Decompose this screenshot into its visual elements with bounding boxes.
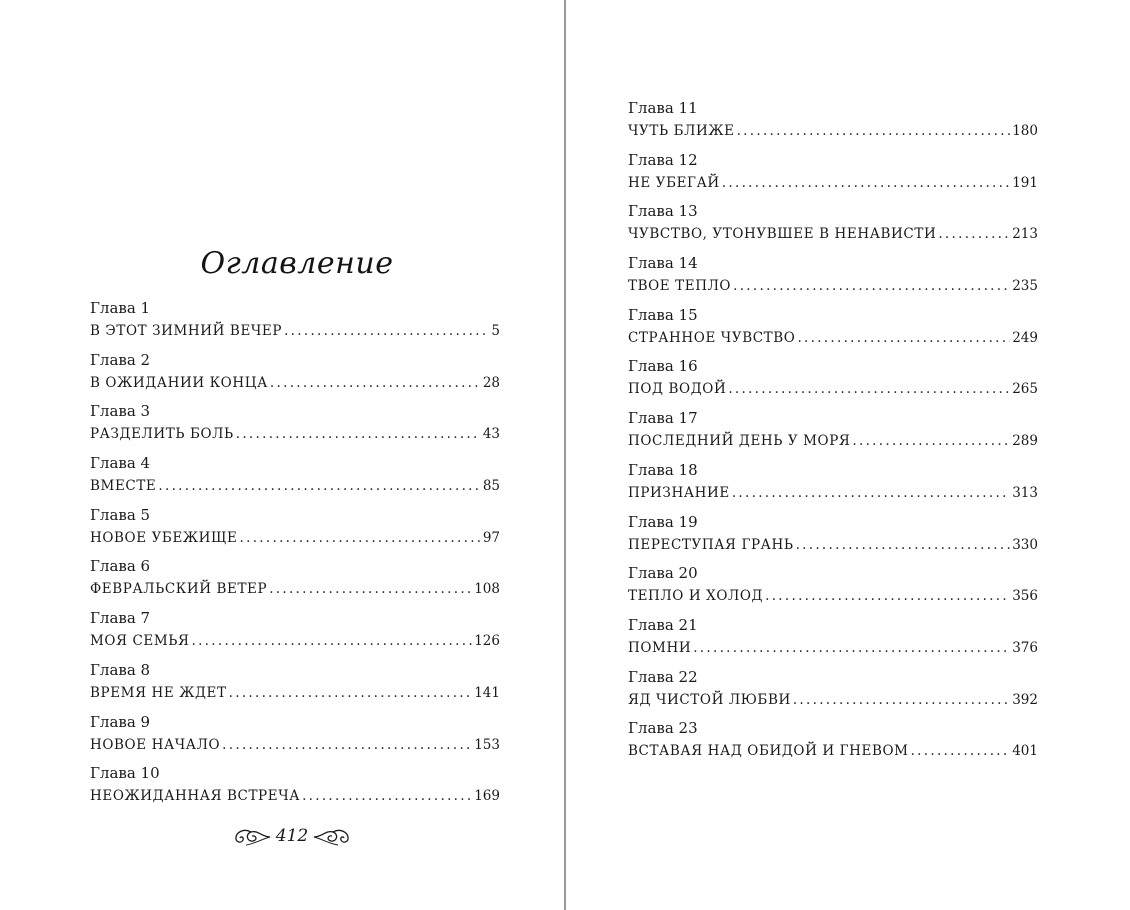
- chapter-title: ВРЕМЯ НЕ ЖДЕТ: [90, 684, 227, 701]
- dot-leader: [732, 481, 1010, 505]
- chapter-page-number: 235: [1012, 278, 1038, 295]
- chapter-title: В ОЖИДАНИИ КОНЦА: [90, 374, 268, 391]
- chapter-page-number: 289: [1012, 433, 1038, 450]
- dot-leader: [240, 526, 481, 550]
- chapter-label: Глава 22: [628, 667, 698, 686]
- chapter-label: Глава 14: [628, 254, 698, 273]
- chapter-title: МОЯ СЕМЬЯ: [90, 633, 190, 650]
- chapter-title: ВСТАВАЯ НАД ОБИДОЙ И ГНЕВОМ: [628, 743, 909, 760]
- folio: [232, 820, 352, 854]
- flourish-left-icon: [232, 826, 272, 848]
- toc-title: Оглавление: [200, 246, 394, 281]
- entry-line: [90, 474, 500, 498]
- chapter-label: Глава 12: [628, 150, 698, 169]
- chapter-label: Глава 4: [90, 454, 151, 473]
- chapter-title: ПОД ВОДОЙ: [628, 381, 727, 398]
- dot-leader: [796, 533, 1011, 557]
- chapter-page-number: 153: [474, 736, 500, 753]
- chapter-title: ЯД ЧИСТОЙ ЛЮБВИ: [628, 691, 791, 708]
- chapter-title: СТРАННОЕ ЧУВСТВО: [628, 329, 796, 346]
- chapter-page-number: 43: [482, 426, 500, 443]
- entry-line: [90, 526, 500, 550]
- chapter-label: Глава 17: [628, 409, 698, 428]
- toc-entry: [90, 452, 500, 504]
- toc-entry: [628, 97, 1038, 149]
- chapter-page-number: 180: [1012, 123, 1038, 139]
- toc-entry: [90, 607, 500, 659]
- chapter-title: ТВОЕ ТЕПЛО: [628, 278, 732, 295]
- chapter-label: Глава 2: [90, 350, 151, 369]
- dot-leader: [938, 222, 1010, 246]
- toc-entry: [628, 511, 1038, 563]
- entry-line: [628, 739, 1038, 763]
- dot-leader: [236, 422, 481, 446]
- toc-entry: [628, 717, 1038, 769]
- toc-entry: [90, 711, 500, 763]
- chapter-label: Глава 6: [90, 557, 151, 576]
- chapter-label: Глава 8: [90, 660, 151, 679]
- dot-leader: [911, 739, 1011, 763]
- dot-leader: [722, 171, 1010, 195]
- chapter-label: Глава 5: [90, 505, 151, 524]
- chapter-page-number: 313: [1012, 484, 1038, 501]
- dot-leader: [270, 371, 481, 395]
- chapter-page-number: 330: [1012, 536, 1038, 553]
- chapter-label: Глава 18: [628, 460, 698, 479]
- chapter-label: Глава 23: [628, 719, 698, 738]
- toc-entry: [628, 666, 1038, 718]
- chapter-title: ЧУТЬ БЛИЖЕ: [628, 123, 735, 139]
- dot-leader: [793, 688, 1010, 712]
- chapter-title: ЧУВСТВО, УТОНУВШЕЕ В НЕНАВИСТИ: [628, 226, 937, 243]
- dot-leader: [728, 377, 1010, 401]
- dot-leader: [797, 326, 1010, 350]
- chapter-label: Глава 11: [628, 99, 698, 117]
- chapter-title: ПРИЗНАНИЕ: [628, 484, 730, 501]
- entry-line: [90, 319, 500, 343]
- entry-line: [628, 481, 1038, 505]
- dot-leader: [852, 429, 1010, 453]
- chapter-page-number: 265: [1012, 381, 1038, 398]
- entry-line: [628, 171, 1038, 195]
- chapter-page-number: 213: [1012, 226, 1038, 243]
- chapter-page-number: 108: [474, 581, 500, 598]
- dot-leader: [158, 474, 480, 498]
- dot-leader: [192, 629, 473, 653]
- chapter-title: ФЕВРАЛЬСКИЙ ВЕТЕР: [90, 581, 268, 598]
- dot-leader: [737, 119, 1011, 143]
- chapter-title: ПОСЛЕДНИЙ ДЕНЬ У МОРЯ: [628, 433, 851, 450]
- chapter-title: ВМЕСТЕ: [90, 478, 157, 495]
- dot-leader: [269, 577, 472, 601]
- right-page: [566, 0, 1130, 910]
- chapter-page-number: 5: [491, 323, 500, 339]
- entry-line: [90, 577, 500, 601]
- dot-leader: [284, 319, 489, 343]
- chapter-page-number: 376: [1012, 639, 1038, 656]
- chapter-label: Глава 15: [628, 305, 698, 324]
- chapter-title: НОВОЕ УБЕЖИЩЕ: [90, 529, 238, 546]
- entry-line: [628, 274, 1038, 298]
- chapter-page-number: 249: [1012, 329, 1038, 346]
- toc-entry: [90, 555, 500, 607]
- entry-line: [90, 422, 500, 446]
- chapter-title: В ЭТОТ ЗИМНИЙ ВЕЧЕР: [90, 323, 283, 339]
- toc-entry: [90, 297, 500, 349]
- toc-entry: [628, 614, 1038, 666]
- chapter-title: НЕОЖИДАННАЯ ВСТРЕЧА: [90, 788, 301, 805]
- chapter-title: НЕ УБЕГАЙ: [628, 174, 720, 191]
- entry-line: [90, 784, 500, 808]
- chapter-title: НОВОЕ НАЧАЛО: [90, 736, 221, 753]
- dot-leader: [765, 584, 1010, 608]
- entry-line: [90, 681, 500, 705]
- dot-leader: [222, 733, 472, 757]
- dot-leader: [733, 274, 1010, 298]
- chapter-page-number: 28: [482, 374, 500, 391]
- chapter-label: Глава 10: [90, 764, 160, 783]
- chapter-page-number: 85: [482, 478, 500, 495]
- chapter-label: Глава 1: [90, 299, 151, 317]
- flourish-right-icon: [312, 826, 352, 848]
- entry-line: [628, 222, 1038, 246]
- dot-leader: [693, 636, 1010, 660]
- chapter-page-number: 191: [1012, 174, 1038, 191]
- toc-entry: [628, 407, 1038, 459]
- chapter-page-number: 126: [474, 633, 500, 650]
- chapter-page-number: 392: [1012, 691, 1038, 708]
- dot-leader: [302, 784, 472, 808]
- toc-entry: [90, 504, 500, 556]
- toc-entry: [90, 400, 500, 452]
- chapter-label: Глава 16: [628, 357, 698, 376]
- chapter-label: Глава 21: [628, 615, 698, 634]
- toc-entry: [628, 252, 1038, 304]
- entry-line: [628, 533, 1038, 557]
- entry-line: [628, 688, 1038, 712]
- chapter-title: ТЕПЛО И ХОЛОД: [628, 588, 764, 605]
- chapter-page-number: 97: [482, 529, 500, 546]
- chapter-title: ПЕРЕСТУПАЯ ГРАНЬ: [628, 536, 794, 553]
- toc-list-right: [628, 97, 1038, 769]
- toc-entry: [90, 659, 500, 711]
- chapter-label: Глава 13: [628, 202, 698, 221]
- entry-line: [628, 377, 1038, 401]
- left-page: [0, 0, 564, 910]
- toc-entry: [628, 355, 1038, 407]
- toc-entry: [90, 762, 500, 814]
- chapter-page-number: 356: [1012, 588, 1038, 605]
- toc-entry: [628, 459, 1038, 511]
- chapter-page-number: 401: [1012, 743, 1038, 760]
- chapter-label: Глава 20: [628, 564, 698, 583]
- entry-line: [628, 119, 1038, 143]
- toc-entry: [628, 200, 1038, 252]
- entry-line: [90, 629, 500, 653]
- chapter-page-number: 141: [474, 684, 500, 701]
- chapter-label: Глава 7: [90, 609, 151, 628]
- toc-entry: [628, 562, 1038, 614]
- chapter-title: ПОМНИ: [628, 639, 692, 656]
- chapter-label: Глава 19: [628, 512, 698, 531]
- entry-line: [90, 733, 500, 757]
- entry-line: [628, 584, 1038, 608]
- chapter-label: Глава 9: [90, 712, 151, 731]
- chapter-title: РАЗДЕЛИТЬ БОЛЬ: [90, 426, 234, 443]
- chapter-label: Глава 3: [90, 402, 151, 421]
- page-number: 412: [275, 826, 309, 846]
- toc-list-left: [90, 297, 500, 814]
- toc-entry: [628, 149, 1038, 201]
- dot-leader: [229, 681, 473, 705]
- toc-entry: [90, 349, 500, 401]
- entry-line: [628, 429, 1038, 453]
- chapter-page-number: 169: [474, 788, 500, 805]
- entry-line: [90, 371, 500, 395]
- toc-entry: [628, 304, 1038, 356]
- entry-line: [628, 636, 1038, 660]
- entry-line: [628, 326, 1038, 350]
